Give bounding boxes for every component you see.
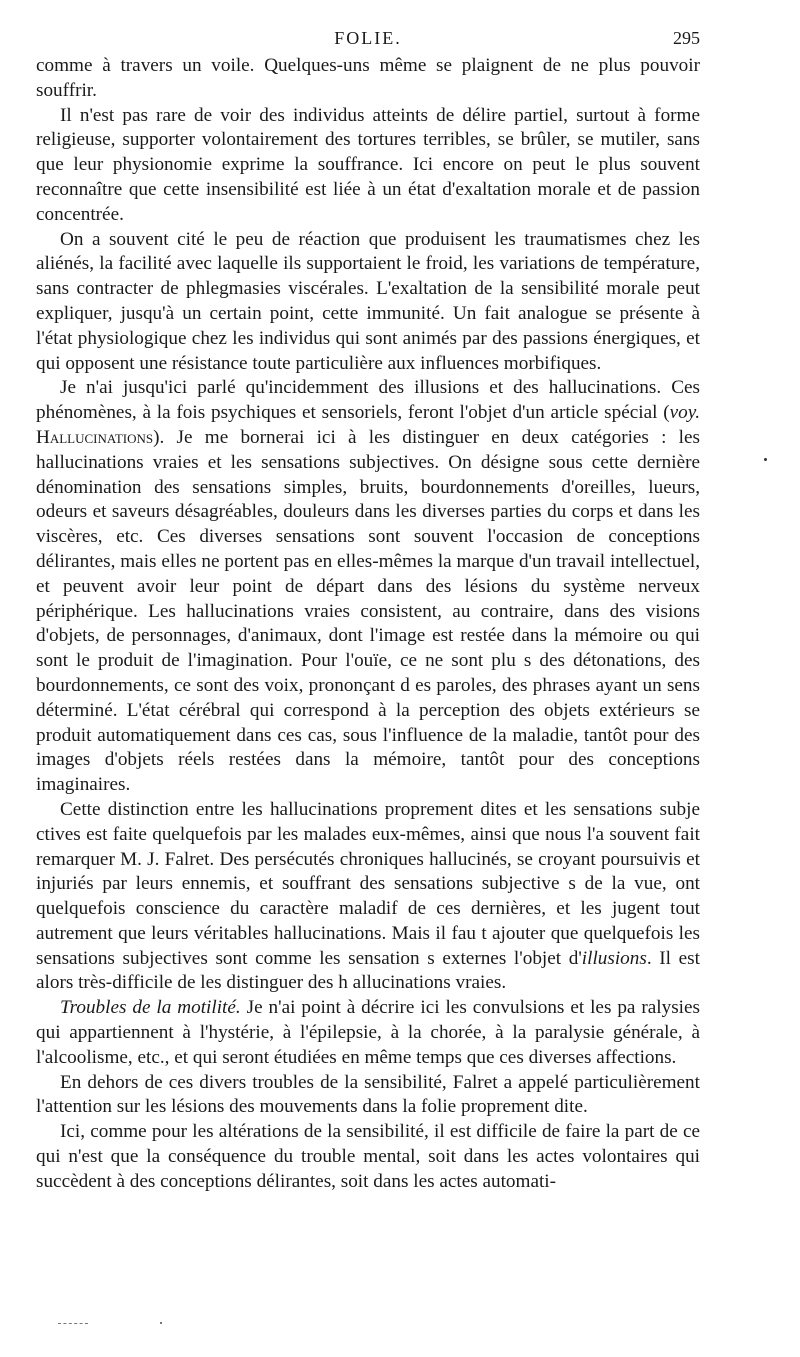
- paragraph-text: comme à travers un voile. Quelques-uns même se plaignent de ne plus pouvoir souffrir.: [36, 55, 700, 101]
- paragraph-illusions-hallucinations: [36, 376, 700, 798]
- paragraph-traumatismes: [36, 228, 700, 377]
- paragraph-distinction: [36, 798, 700, 996]
- emphasis-illusions: illusions: [581, 947, 647, 969]
- paragraph-text: . Il est alors très-difficile de les distinguer des h allucinations vraies.: [36, 947, 700, 994]
- paragraph-text: Je n'ai jusqu'ici parlé qu'incidemment des illusions et des hallucinations. Ces phénomènes, à la fois psychiques et sensoriels, feront l'objet d'un article spécial (: [36, 377, 700, 424]
- paragraph-text: ). Je me bornerai ici à les distinguer en deux catégories : les hallucinations vraies et les sensations subjectives. On désigne sous cette dernière dénomination des sensations simples, bruits, bourdonnements d'oreilles, lueurs, odeurs et saveurs désagréables, douleurs dans les diverses parties du corps et dans les viscères, etc. Ces diverses sensations sont souvent l'occasion de conceptions délirantes, mais elles ne portent pas en elles-mêmes la marque d'un travail intellectuel, et peuvent avoir leur point de départ dans des lésions du système nerveux périphérique. Les hallucinations vraies consistent, au contraire, dans des visions d'objets, de personnages, d'animaux, dont l'image est restée dans la mémoire ou qui sont le produit de l'imagination. Pour l'ouïe, ce ne sont plu s des détonations, des bourdonnements, ce sont des voix, prononçant d es paroles, des phrases ayant un sens déterminé. L'état cérébral qui correspond à la perception des objets extérieurs se produit automatiquement dans ces cas, sous l'influence de la maladie, tantôt pour des images d'objets réels restées dans la mémoire, tantôt pour des conceptions imaginaires.: [36, 426, 700, 796]
- footer-speck: [160, 1322, 162, 1324]
- paragraph-alterations: [36, 1120, 700, 1194]
- section-heading-motilite: Troubles de la motilité.: [60, 997, 241, 1019]
- paragraph-text: En dehors de ces divers troubles de la sensibilité, Falret a appelé particulièrement l'attention sur les lésions des mouvements dans la folie proprement dite.: [36, 1071, 700, 1118]
- paragraph-falret-mouvements: [36, 1071, 700, 1121]
- running-head: [36, 22, 700, 54]
- paragraph-text: Ici, comme pour les altérations de la sensibilité, il est difficile de faire la part de ce qui n'est que la conséquence du trouble mental, soit dans les actes volontaires qui succèdent à des conceptions délirantes, soit dans les actes automati-: [36, 1121, 700, 1192]
- running-title: FOLIE.: [334, 28, 402, 48]
- paragraph-continuation: [36, 54, 700, 104]
- page-number: 295: [673, 28, 700, 48]
- paragraph-text: Je n'ai point à décrire ici les convulsions et les pa ralysies qui appartiennent à l'hystérie, à l'épilepsie, à la chorée, à la paralysie générale, à l'alcoolisme, etc., et qui seront étudiées en même temps que ces diverses affections.: [36, 997, 700, 1068]
- voy-abbreviation: voy.: [669, 402, 700, 424]
- paragraph-text: On a souvent cité le peu de réaction que produisent les traumatismes chez les aliénés, la facilité avec laquelle ils supportaient le froid, les variations de température, sans contracter de phlegmasies viscérales. L'exaltation de la sensibilité morale peut expliquer, jusqu'à un certain point, cette immunité. Un fait analogue se présente à l'état physiologique chez les individus qui sont animés par des passions énergiques, et qui opposent une résistance toute particulière aux influences morbifiques.: [36, 228, 700, 374]
- footer-rule-mark: [58, 1323, 88, 1324]
- book-page: [36, 22, 700, 1195]
- cross-reference-hallucinations: Hallucinations: [36, 426, 154, 448]
- paragraph-religious-delirium: [36, 104, 700, 228]
- body-text: [36, 54, 700, 1195]
- paragraph-motilite: [36, 996, 700, 1070]
- paragraph-text: Cette distinction entre les hallucinations proprement dites et les sensations subje ctives est faite quelquefois par les malades eux-mêmes, ainsi que nous l'a souvent fait remarquer M. J. Falret. Des persécutés chroniques hallucinés, se croyant poursuivis et injuriés par leurs ennemis, et souffrant des sensations subjective s de la vue, ont quelquefois conscience du caractère maladif de ces dernières, et les jugent tout autrement que leurs véritables hallucinations. Mais il fau t ajouter que quelquefois les sensations subjectives sont comme les sensation s externes l'objet d': [36, 798, 700, 969]
- paragraph-text: Il n'est pas rare de voir des individus atteints de délire partiel, surtout à forme religieuse, supporter volontairement des tortures terribles, se brûler, se mutiler, sans que leur physionomie exprime la souffrance. Ici encore on peut le plus souvent reconnaître que cette insensibilité est liée à un état d'exaltation morale et de passion concentrée.: [36, 104, 700, 225]
- margin-speck: [764, 458, 767, 461]
